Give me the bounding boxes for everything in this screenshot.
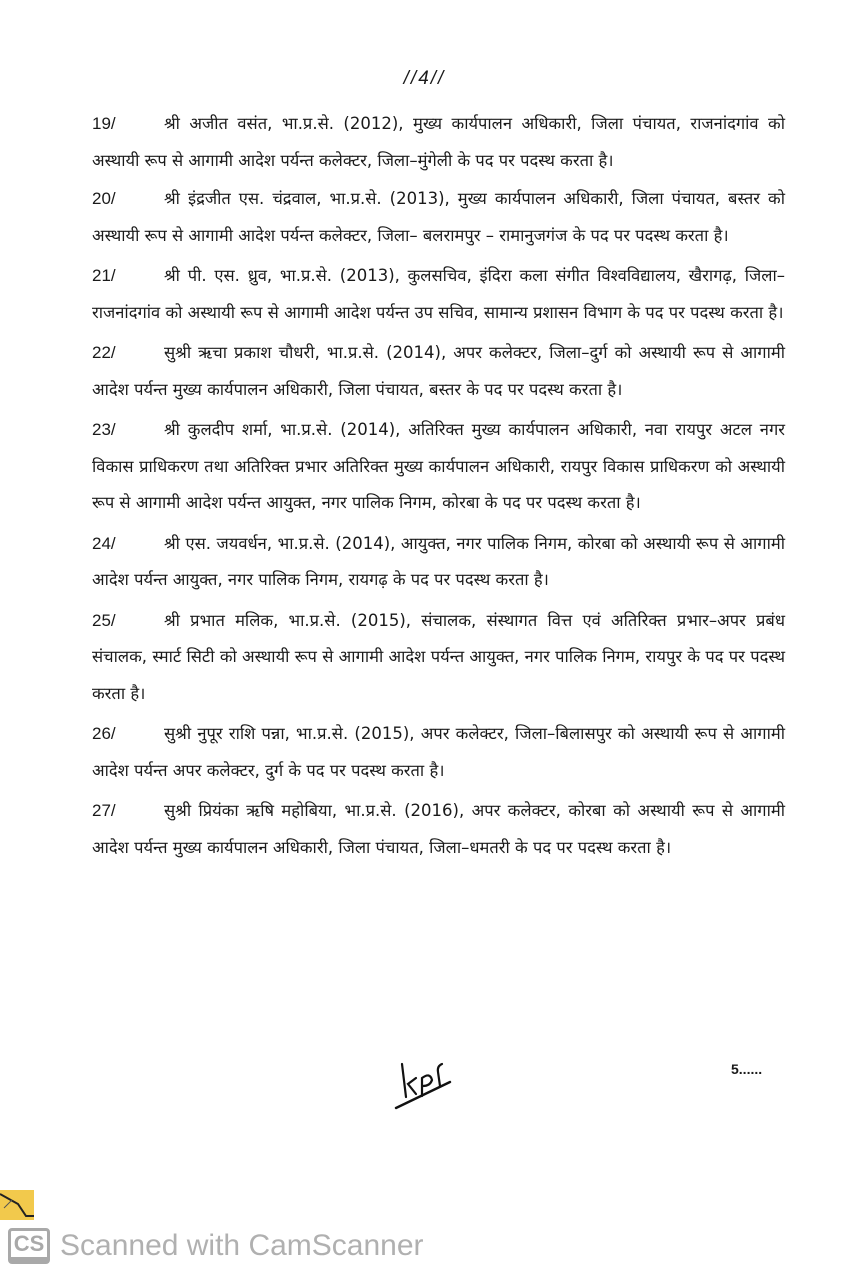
order-number: 22/: [92, 343, 116, 362]
order-text: श्री कुलदीप शर्मा, भा.प्र.से. (2014), अतिरिक्त मुख्य कार्यपालन अधिकारी, नवा रायपुर अटल नगर विकास प्राधिकरण तथा अतिरिक्त प्रभार अतिरिक्त मुख्य कार्यपालन अधिकारी, रायपुर विकास प्राधिकरण को अस्थायी रूप से आगामी आदेश पर्यन्त आयुक्त, नगर पालिक निगम, कोरबा के पद पर पदस्थ करता है।: [92, 420, 785, 512]
order-number: 25/: [92, 610, 116, 630]
order-item: [92, 335, 785, 408]
order-number: 27/: [92, 801, 116, 820]
continuation-marker: 5......: [731, 1061, 763, 1077]
order-text: श्री पी. एस. ध्रुव, भा.प्र.से. (2013), कुलसचिव, इंदिरा कला संगीत विश्वविद्यालय, खैरागढ़, जिला–राजनांदगांव को अस्थायी रूप से आगामी आदेश पर्यन्त उप सचिव, सामान्य प्रशासन विभाग के पद पर पदस्थ करता है।: [92, 266, 785, 322]
order-item: [92, 181, 785, 254]
order-number: 21/: [92, 266, 116, 285]
order-number: 26/: [92, 724, 116, 743]
order-text: सुश्री नुपूर राशि पन्ना, भा.प्र.से. (2015), अपर कलेक्टर, जिला–बिलासपुर को अस्थायी रूप से आगामी आदेश पर्यन्त अपर कलेक्टर, दुर्ग के पद पर पदस्थ करता है।: [92, 724, 785, 780]
order-text: सुश्री प्रियंका ऋषि महोबिया, भा.प्र.से. (2016), अपर कलेक्टर, कोरबा को अस्थायी रूप से आगामी आदेश पर्यन्त मुख्य कार्यपालन अधिकारी, जिला पंचायत, जिला–धमतरी के पद पर पदस्थ करता है।: [92, 801, 785, 857]
order-number: 20/: [92, 189, 116, 208]
stamp-fragment-icon: [0, 1190, 34, 1220]
order-item: [92, 412, 785, 522]
order-item: [92, 258, 785, 331]
order-text: श्री अजीत वसंत, भा.प्र.से. (2012), मुख्य कार्यपालन अधिकारी, जिला पंचायत, राजनांदगांव को अस्थायी रूप से आगामी आदेश पर्यन्त कलेक्टर, जिला–मुंगेली के पद पर पदस्थ करता है।: [92, 114, 785, 170]
order-item: [92, 793, 785, 866]
order-number: 23/: [92, 420, 116, 439]
page-marker: //4//: [403, 68, 446, 89]
order-item: [92, 106, 785, 179]
camscanner-logo-icon: CS: [8, 1228, 50, 1264]
order-text: श्री प्रभात मलिक, भा.प्र.से. (2015), संचालक, संस्थागत वित्त एवं अतिरिक्त प्रभार–अपर प्रबंध संचालक, स्मार्ट सिटी को अस्थायी रूप से आगामी आदेश पर्यन्त आयुक्त, नगर पालिक निगम, रायपुर के पद पर पदस्थ करता है।: [92, 610, 785, 703]
order-text: सुश्री ऋचा प्रकाश चौधरी, भा.प्र.से. (2014), अपर कलेक्टर, जिला–दुर्ग को अस्थायी रूप से आगामी आदेश पर्यन्त मुख्य कार्यपालन अधिकारी, जिला पंचायत, बस्तर के पद पर पदस्थ करता है।: [92, 343, 785, 399]
order-item: [92, 603, 785, 713]
signature-icon: [392, 1042, 462, 1112]
order-text: श्री इंद्रजीत एस. चंद्रवाल, भा.प्र.से. (2013), मुख्य कार्यपालन अधिकारी, जिला पंचायत, बस्तर को अस्थायी रूप से आगामी आदेश पर्यन्त कलेक्टर, जिला– बलरामपुर – रामानुजगंज के पद पर पदस्थ करता है।: [92, 189, 785, 245]
order-item: [92, 716, 785, 789]
camscanner-watermark: [8, 1226, 424, 1266]
order-item: [92, 526, 785, 599]
order-number: 24/: [92, 533, 116, 553]
watermark-text: Scanned with CamScanner: [60, 1229, 424, 1262]
order-text: श्री एस. जयवर्धन, भा.प्र.से. (2014), आयुक्त, नगर पालिक निगम, कोरबा को अस्थायी रूप से आगामी आदेश पर्यन्त आयुक्त, नगर पालिक निगम, रायगढ़ के पद पर पदस्थ करता है।: [92, 533, 785, 589]
order-number: 19/: [92, 114, 116, 133]
order-list: [92, 106, 785, 870]
